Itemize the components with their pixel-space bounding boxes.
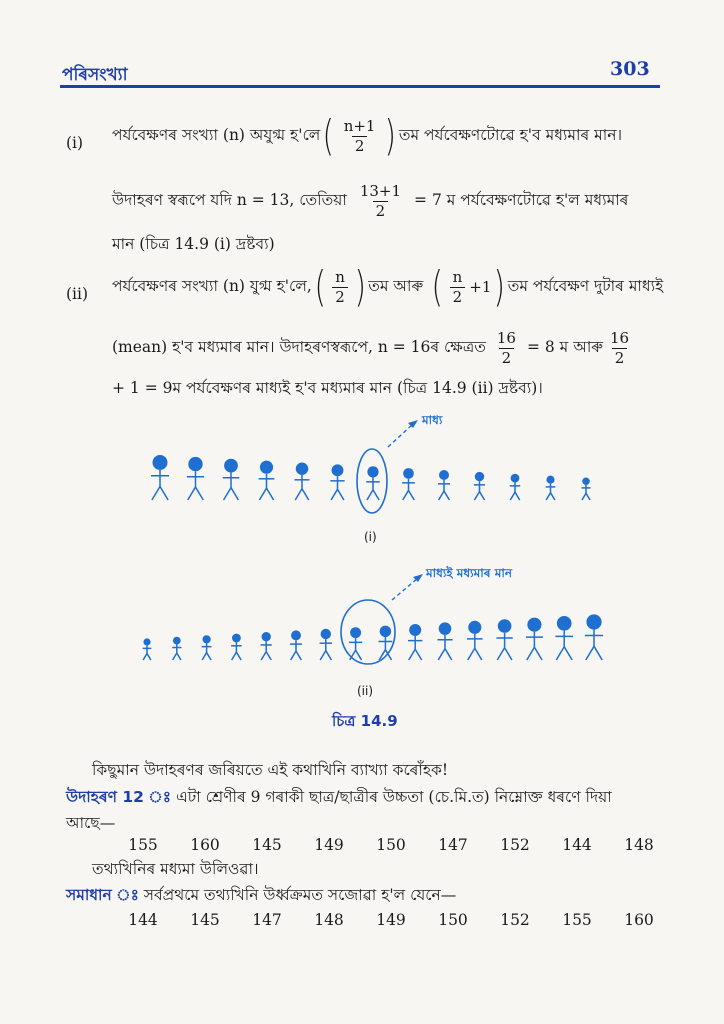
case-ii-line2 xyxy=(112,323,636,373)
value-cell: 155 xyxy=(128,836,158,854)
example-line2: আছে— xyxy=(66,814,116,832)
stick-figure-icon xyxy=(582,478,591,501)
figure-caption: চিত্ৰ 14.9 xyxy=(332,712,398,730)
value-cell: 160 xyxy=(624,911,654,929)
case-ii-marker: (ii) xyxy=(66,285,89,303)
stick-figure-icon xyxy=(295,463,310,501)
stick-figure-icon xyxy=(555,616,573,660)
stick-figure-icon xyxy=(202,635,212,660)
figure-sub-i: (i) xyxy=(364,530,377,544)
stick-figure-icon xyxy=(379,626,393,660)
value-cell: 148 xyxy=(314,911,344,929)
solution-text: সৰ্বপ্ৰথমে তথ্যখিনি উৰ্ধ্বক্ৰমত সজোৱা হ'ল যেনে— xyxy=(143,886,457,904)
stick-figure-icon xyxy=(546,476,556,500)
stick-figure-icon xyxy=(187,457,204,500)
case-i-line1-post: তম পৰ্যবেক্ষণটোৱে হ'ব মধ্যমাৰ মান। xyxy=(398,126,623,145)
stick-figure-icon xyxy=(231,634,242,660)
case-ii-formula-1: ( $\frac{n}{2}$ ) xyxy=(314,262,366,311)
figure-label-i: মাধ্য xyxy=(422,413,443,427)
chapter-title: পৰিসংখ্যা xyxy=(62,65,128,85)
stick-figure-icon xyxy=(474,472,485,500)
pointer-line-ii xyxy=(392,578,418,600)
case-i-line1 xyxy=(112,113,622,159)
case-ii-line2-pre: (mean) হ'ব মধ্যমাৰ মান। উদাহৰণস্বৰূপে, n = 16ৰ ক্ষেত্ৰত xyxy=(112,338,486,357)
case-i-line1-pre: পৰ্যবেক্ষণৰ সংখ্যা (n) অযুগ্ম হ'লে xyxy=(112,126,321,145)
value-cell: 152 xyxy=(500,836,530,854)
value-cell: 160 xyxy=(190,836,220,854)
case-ii-line2-mid: = 8 ম আৰু xyxy=(526,338,603,357)
solution-line xyxy=(66,888,456,904)
value-cell: 145 xyxy=(252,836,282,854)
stick-figure-icon xyxy=(172,637,181,660)
example-label: উদাহৰণ 12 ঃ xyxy=(66,788,171,806)
case-ii-formula-2: ( $\frac{n}{2}$ +1 ) xyxy=(431,262,506,311)
value-cell: 150 xyxy=(438,911,468,929)
stick-figure-icon xyxy=(259,461,275,500)
example-question: তথ্যখিনিৰ মধ্যমা উলিওৱা। xyxy=(92,860,259,878)
value-cell: 149 xyxy=(376,911,406,929)
case-ii-line3: + 1 = 9ম পৰ্যবেক্ষণৰ মাধ্যই হ'ব মধ্যমাৰ মান (চিত্ৰ 14.9 (ii) দ্ৰষ্টব্য)। xyxy=(112,379,543,397)
example-values-row xyxy=(112,836,670,854)
figure-label-ii: মাধ্যই মধ্যমাৰ মান xyxy=(426,566,513,580)
stick-figure-icon xyxy=(437,622,452,660)
stick-figure-icon xyxy=(366,466,380,500)
case-i-marker: (i) xyxy=(66,134,84,152)
value-cell: 150 xyxy=(376,836,406,854)
stick-figure-icon xyxy=(261,632,272,660)
page-number: 303 xyxy=(610,58,650,80)
stick-figure-icon xyxy=(151,455,169,500)
value-cell: 144 xyxy=(562,836,592,854)
figure-row-odd xyxy=(151,455,591,500)
stick-figure-icon xyxy=(585,614,603,660)
value-cell: 144 xyxy=(128,911,158,929)
case-i-line2-pre: উদাহৰণ স্বৰূপে যদি n = 13, তেতিয়া xyxy=(112,191,347,210)
value-cell: 148 xyxy=(624,836,654,854)
stick-figure-icon xyxy=(290,630,302,660)
value-cell: 155 xyxy=(562,911,592,929)
stick-figure-icon xyxy=(510,474,521,500)
case-i-example-fraction: $\frac{13+1}{2}$ xyxy=(359,181,402,220)
solution-label: সমাধান ঃ xyxy=(66,886,139,904)
case-ii-line1 xyxy=(112,263,663,311)
case-i-line3: মান (চিত্ৰ 14.9 (i) দ্ৰষ্টব্য) xyxy=(112,235,275,253)
stick-figure-icon xyxy=(438,470,450,500)
stick-figure-icon xyxy=(330,464,344,500)
value-cell: 152 xyxy=(500,911,530,929)
intro-text: কিছুমান উদাহৰণৰ জৰিয়তে এই কথাখিনি ব্যাখ্যা কৰোঁহক! xyxy=(92,761,449,779)
figure-row-even xyxy=(143,614,603,660)
case-i-median-formula: ( $\frac{n+1}{2}$ ) xyxy=(322,111,397,160)
example-line1 xyxy=(66,790,612,806)
value-cell: 149 xyxy=(314,836,344,854)
stick-figure-icon xyxy=(408,624,422,660)
stick-figure-icon xyxy=(143,638,152,660)
stick-figure-icon xyxy=(349,627,362,660)
case-ii-line1-pre: পৰ্যবেক্ষণৰ সংখ্যা (n) যুগ্ম হ'লে, xyxy=(112,277,312,296)
value-cell: 147 xyxy=(438,836,468,854)
example-text: এটা শ্ৰেণীৰ 9 গৰাকী ছাত্ৰ/ছাত্ৰীৰ উচ্চতা (চে.মি.ত) নিম্নোক্ত ধৰণে দিয়া xyxy=(175,788,612,806)
stick-figure-icon xyxy=(402,468,415,500)
header-rule xyxy=(60,85,660,88)
stick-figure-icon xyxy=(496,619,512,660)
pointer-line-i xyxy=(388,424,413,447)
stick-figure-icon xyxy=(526,618,543,660)
stick-figure-icon xyxy=(467,621,483,660)
stick-figure-icon xyxy=(320,629,332,660)
figure-sub-ii: (ii) xyxy=(357,684,374,698)
median-highlight-ellipse-i xyxy=(357,449,387,513)
sorted-values-row xyxy=(112,911,670,929)
case-i-line2-post: = 7 ম পৰ্যবেক্ষণটোৱে হ'ল মধ্যমাৰ xyxy=(414,191,629,210)
value-cell: 145 xyxy=(190,911,220,929)
case-ii-mid: তম আৰু xyxy=(368,277,424,296)
stick-figure-icon xyxy=(223,459,240,500)
case-i-line2 xyxy=(112,178,628,224)
value-cell: 147 xyxy=(252,911,282,929)
median-figure xyxy=(0,400,724,730)
case-ii-example-fraction-2: $\frac{16}{2}$ xyxy=(609,328,630,367)
case-ii-example-fraction-1: $\frac{16}{2}$ xyxy=(496,328,516,367)
case-ii-line1-post: তম পৰ্যবেক্ষণ দুটাৰ মাধ্যই xyxy=(507,277,664,296)
